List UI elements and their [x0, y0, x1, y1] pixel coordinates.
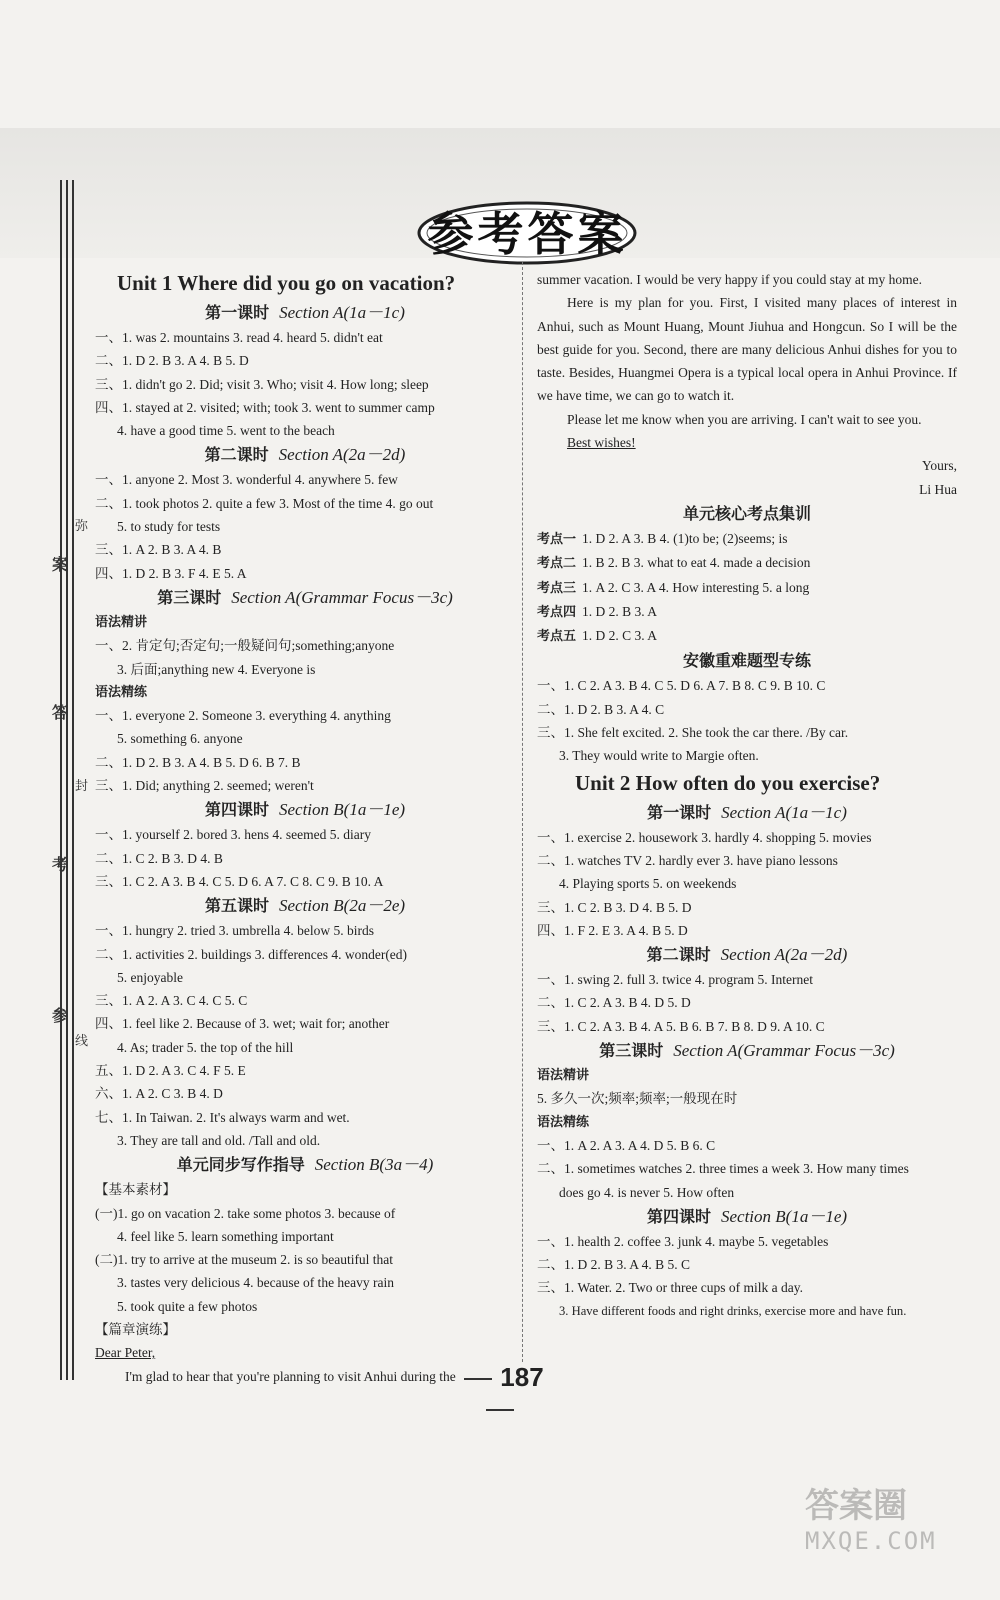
letter-paragraph: Here is my plan for you. First, I visited many places of interest in Anhui, such as Mount Huang, Mount Jiuhua and Hongcun. So I will be the best guide for you. Second, there are many delicious Anhui dishes for you to taste. Besides, Huangmei Opera is a typical local opera in Anhui Province. If we have time, we can go to watch it. [537, 295, 957, 404]
lesson-section: Section B(1a－1e) [720, 1206, 848, 1226]
answer-line: 3. 后面;anything new 4. Everyone is [117, 661, 316, 677]
answer-line: 5. took quite a few photos [117, 1298, 258, 1314]
answer-line: 三、1. C 2. A 3. B 4. A 5. B 6. B 7. B 8. D 9. A 10. C [537, 1018, 825, 1034]
point-text: 1. D 2. B 3. A [582, 603, 658, 619]
lesson-cn: 第三课时 [157, 587, 222, 607]
answer-line: 四、1. F 2. E 3. A 4. B 5. D [537, 922, 688, 938]
subheading: 语法精讲 [537, 1068, 590, 1084]
lesson-section: Section A(1a－1c) [279, 303, 405, 322]
point-text: 1. D 2. A 3. B 4. (1)to be; (2)seems; is [582, 530, 788, 546]
core-point [537, 551, 957, 575]
lesson-cn: 第一课时 [647, 802, 712, 822]
letter-start: I'm glad to hear that you're planning to visit Anhui during the [125, 1368, 456, 1384]
subheading: 语法精练 [95, 684, 148, 700]
letter-greeting: Dear Peter, [95, 1345, 156, 1361]
core-title [537, 501, 957, 527]
margin-char: 案 [52, 557, 69, 574]
answer-line: 五、1. D 2. A 3. C 4. F 5. E [95, 1063, 246, 1079]
answer-line: 三、1. Water. 2. Two or three cups of milk a day. [537, 1280, 804, 1296]
answer-line: 一、1. swing 2. full 3. twice 4. program 5. Internet [537, 972, 813, 988]
lesson-section: Section A(2a－2d) [278, 445, 406, 465]
margin-char: 答 [52, 705, 69, 722]
banner-title: 参考答案 [427, 207, 628, 261]
answer-line: 5. something 6. anyone [117, 731, 243, 747]
answer-line: 二、1. C 2. B 3. D 4. B [95, 850, 223, 866]
answer-line: 三、1. She felt excited. 2. She took the car there. /By car. [537, 725, 849, 741]
lesson-cn: 第一课时 [205, 303, 270, 322]
letter-paragraph: Please let me know when you are arriving. I can't wait to see you. [567, 411, 922, 427]
answer-line: (一)1. go on vacation 2. take some photos 3. because of [95, 1205, 396, 1221]
lesson-heading [95, 1152, 515, 1178]
answer-line: 一、2. 肯定句;否定句;一般疑问句;something;anyone [95, 638, 395, 654]
core-point [537, 600, 957, 624]
lesson-section: Section B(1a－1e) [278, 800, 406, 820]
answer-line: 一、1. everyone 2. Someone 3. everything 4. anything [95, 708, 391, 724]
subheading: 【篇章演练】 [95, 1321, 176, 1337]
answer-line: 4. Playing sports 5. on weekends [559, 876, 737, 892]
lesson-section: Section B(2a－2e) [278, 896, 406, 916]
unit2-title: Unit 2 How often do you exercise? [575, 770, 881, 795]
answer-line: does go 4. is never 5. How often [559, 1184, 735, 1200]
answer-line: 二、1. D 2. B 3. A 4. B 5. D 6. B 7. B [95, 754, 301, 770]
point-label: 考点四 [537, 604, 577, 620]
answer-line: 一、1. anyone 2. Most 3. wonderful 4. anywhere 5. few [95, 472, 398, 488]
lesson-heading [537, 942, 957, 968]
answer-line: 三、1. Did; anything 2. seemed; weren't [95, 778, 314, 794]
lesson-heading [95, 300, 515, 326]
lesson-cn: 第四课时 [646, 1206, 711, 1226]
answer-line: 二、1. watches TV 2. hardly ever 3. have piano lessons [537, 852, 838, 868]
answer-line: 二、1. activities 2. buildings 3. differences 4. wonder(ed) [95, 946, 408, 962]
answer-line: 四、1. feel like 2. Because of 3. wet; wait for; another [95, 1016, 390, 1032]
watermark-cn: 答案圈 [805, 1486, 907, 1526]
lesson-cn: 第四课时 [204, 800, 269, 820]
unit1-title: Unit 1 Where did you go on vacation? [117, 271, 456, 295]
answer-line: 一、1. C 2. A 3. B 4. C 5. D 6. A 7. B 8. C 9. B 10. C [537, 678, 826, 694]
subheading: 【基本素材】 [95, 1182, 176, 1198]
answer-line: (二)1. try to arrive at the museum 2. is so beautiful that [95, 1252, 394, 1268]
answer-line: 3. tastes very delicious 4. because of the heavy rain [117, 1275, 395, 1291]
lesson-cn: 第三课时 [599, 1041, 664, 1061]
lesson-heading [95, 585, 515, 611]
lesson-heading [537, 800, 957, 826]
core-point [537, 576, 957, 600]
left-column [95, 268, 515, 1388]
answer-line: 一、1. was 2. mountains 3. read 4. heard 5. didn't eat [95, 330, 383, 345]
anhui-title-text: 安徽重难题型专练 [682, 651, 811, 671]
point-label: 考点三 [537, 580, 577, 596]
lesson-section: Section A(Grammar Focus－3c) [673, 1041, 895, 1061]
answer-line: 四、1. D 2. B 3. F 4. E 5. A [95, 565, 247, 581]
answer-line: 二、1. D 2. B 3. A 4. B 5. D [95, 353, 249, 369]
lesson-heading [95, 442, 515, 468]
lesson-heading [95, 797, 515, 823]
lesson-cn: 第二课时 [646, 945, 711, 965]
column-divider [522, 262, 523, 1362]
answer-line: 二、1. took photos 2. quite a few 3. Most of the time 4. go out [95, 495, 434, 511]
point-text: 1. A 2. C 3. A 4. How interesting 5. a long [582, 579, 810, 595]
page-number: 187 [440, 1362, 560, 1424]
point-text: 1. B 2. B 3. what to eat 4. made a decision [582, 555, 811, 571]
answer-line: 一、1. exercise 2. housework 3. hardly 4. shopping 5. movies [537, 829, 872, 845]
answer-line: 4. have a good time 5. went to the beach [117, 423, 335, 439]
lesson-section: Section A(2a－2d) [720, 945, 848, 965]
answer-line: 二、1. D 2. B 3. A 4. C [537, 701, 665, 717]
right-column [537, 268, 957, 1323]
answer-line: 四、1. stayed at 2. visited; with; took 3. went to summer camp [95, 399, 435, 415]
answer-line: 4. As; trader 5. the top of the hill [117, 1039, 294, 1055]
margin-char: 考 [52, 857, 69, 874]
answer-line: 三、1. C 2. B 3. D 4. B 5. D [537, 899, 692, 915]
answer-line: 二、1. C 2. A 3. B 4. D 5. D [537, 995, 691, 1011]
lesson-section: Section A(1a－1c) [721, 802, 847, 822]
lesson-heading [95, 893, 515, 919]
core-point [537, 624, 957, 648]
answer-line: 六、1. A 2. C 3. B 4. D [95, 1086, 223, 1102]
answer-line: 三、1. didn't go 2. Did; visit 3. Who; visit 4. How long; sleep [95, 376, 429, 392]
subheading: 语法精练 [537, 1114, 590, 1130]
answer-line: 一、1. hungry 2. tried 3. umbrella 4. below 5. birds [95, 923, 374, 939]
core-point [537, 527, 957, 551]
answer-line: 4. feel like 5. learn something important [117, 1228, 334, 1244]
point-label: 考点一 [537, 531, 577, 547]
answer-line: 5. enjoyable [117, 969, 183, 985]
letter-yours: Yours, [921, 458, 957, 474]
answer-line: 3. They are tall and old. /Tall and old. [117, 1132, 321, 1148]
watermark [805, 1478, 980, 1588]
core-title-text: 单元核心考点集训 [682, 503, 811, 523]
point-text: 1. D 2. C 3. A [582, 628, 658, 644]
answer-line: 二、1. sometimes watches 2. three times a week 3. How many times [537, 1161, 909, 1177]
answer-line: 二、1. D 2. B 3. A 4. B 5. C [537, 1257, 691, 1273]
answer-line: 一、1. yourself 2. bored 3. hens 4. seemed 5. diary [95, 827, 371, 843]
lesson-heading [537, 1204, 957, 1230]
answer-line: 三、1. A 2. A 3. C 4. C 5. C [95, 993, 248, 1009]
subheading: 语法精讲 [95, 614, 148, 630]
lesson-cn: 第二课时 [204, 445, 269, 465]
margin-char: 参 [52, 1008, 69, 1025]
letter-continuation: summer vacation. I would be very happy if you could stay at my home. [537, 272, 923, 287]
answer-line: 3. Have different foods and right drinks, exercise more and have fun. [559, 1303, 907, 1318]
letter-closing: Best wishes! [567, 435, 636, 451]
answer-line: 七、1. In Taiwan. 2. It's always warm and wet. [95, 1109, 350, 1125]
watermark-en: MXQE.COM [805, 1527, 937, 1555]
answer-line: 一、1. A 2. A 3. A 4. D 5. B 6. C [537, 1137, 716, 1153]
answer-line: 三、1. C 2. A 3. B 4. C 5. D 6. A 7. C 8. C 9. B 10. A [95, 873, 384, 889]
answer-line: 三、1. A 2. B 3. A 4. B [95, 542, 222, 558]
anhui-title [537, 648, 957, 674]
answer-line: 5. 多久一次;频率;频率;一般现在时 [537, 1091, 738, 1107]
point-label: 考点五 [537, 629, 577, 645]
lesson-section: Section B(3a－4) [314, 1155, 434, 1175]
margin-char: 封 [75, 778, 89, 793]
letter-signature: Li Hua [919, 481, 957, 497]
lesson-heading [537, 1038, 957, 1064]
margin-char: 线 [75, 1033, 89, 1048]
answer-line: 一、1. health 2. coffee 3. junk 4. maybe 5. vegetables [537, 1233, 829, 1249]
answer-line: 5. to study for tests [117, 519, 221, 535]
point-label: 考点二 [537, 556, 577, 572]
lesson-cn: 第五课时 [204, 896, 269, 916]
margin-char: 弥 [75, 518, 89, 533]
lesson-section: Section A(Grammar Focus－3c) [231, 587, 453, 607]
answer-line: 3. They would write to Margie often. [559, 748, 759, 764]
answer-banner [415, 195, 640, 267]
lesson-cn: 单元同步写作指导 [176, 1155, 305, 1175]
